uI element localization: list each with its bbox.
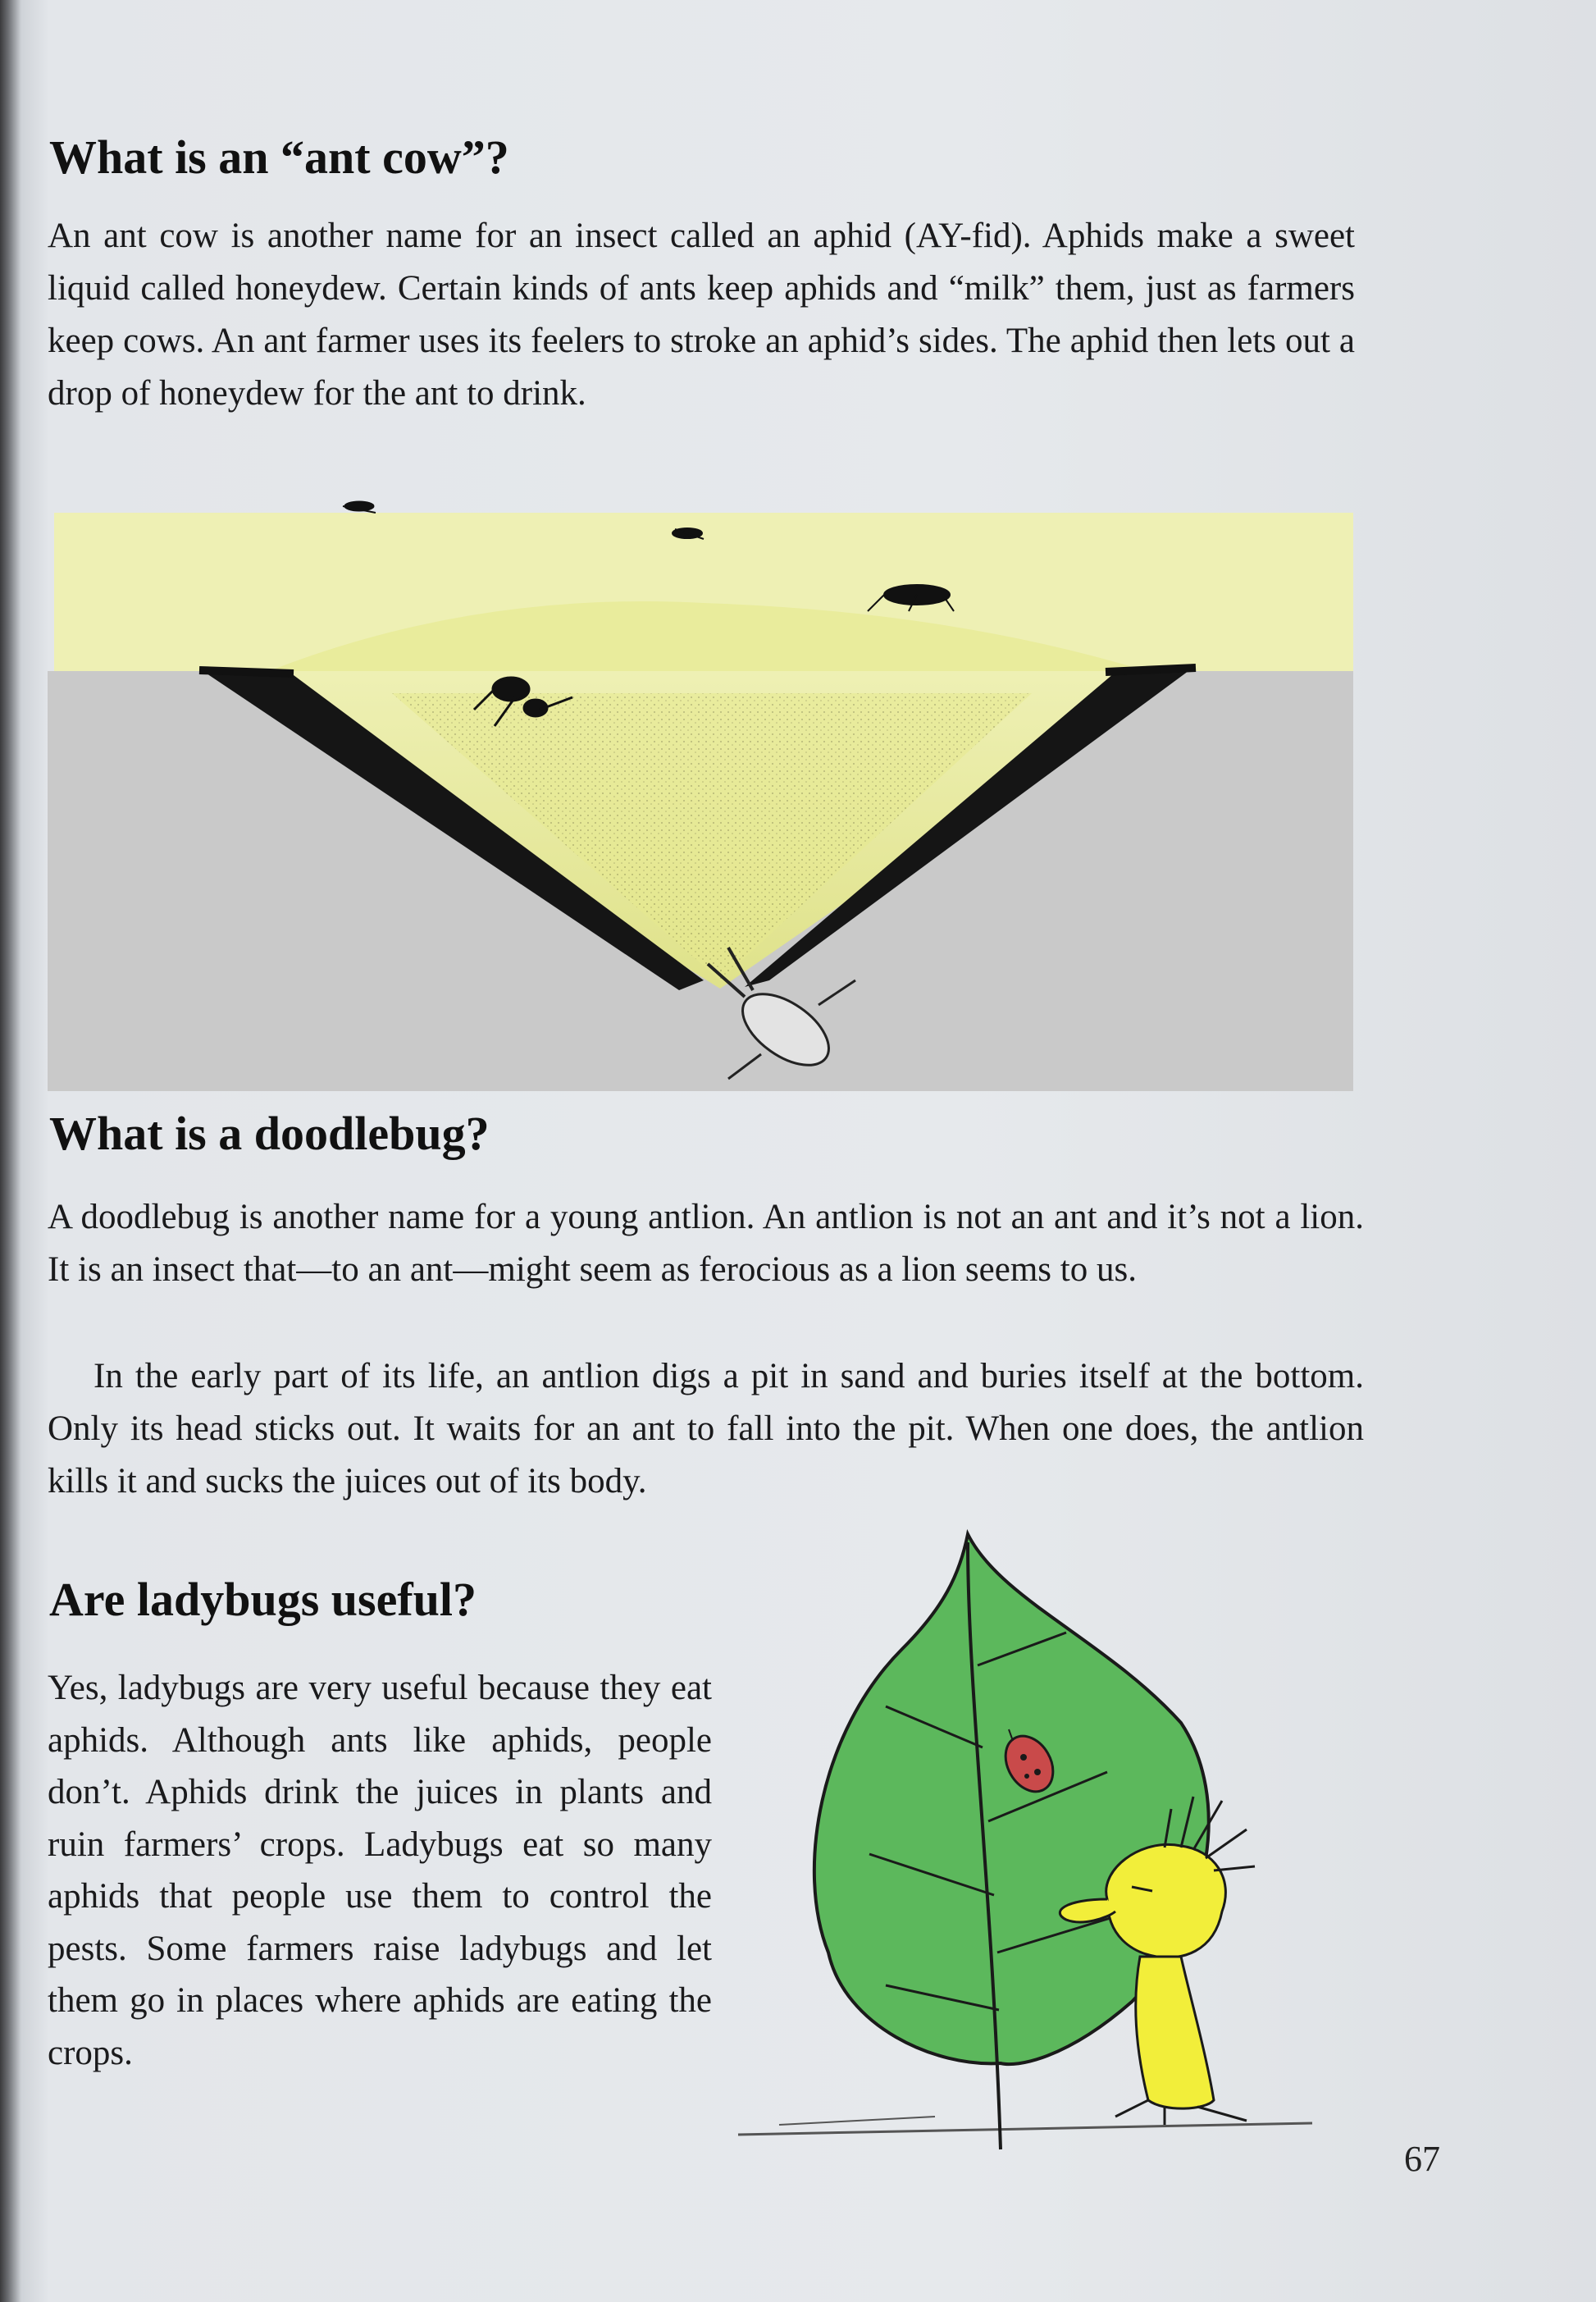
leaf-ladybug-bird-illustration (722, 1526, 1329, 2158)
paragraph-doodlebug-2: In the early part of its life, an antlion digs a pit in sand and buries itself at the bottom. Only its head sticks out. It waits for an ant to fall into the pit. When one does, the antlion kills it and sucks the juices out of its body. (48, 1357, 1364, 1500)
heading-ladybugs: Are ladybugs useful? (49, 1573, 477, 1626)
page-number: 67 (1404, 2139, 1440, 2179)
heading-doodlebug: What is a doodlebug? (49, 1107, 490, 1160)
paragraph-ladybugs: Yes, ladybugs are very useful because they eat aphids. Although ants like aphids, people don’t. Aphids drink the juices in plants and ruin farmers’ crops. Ladybugs eat so many aphids that people use them to control the pests. Some farmers raise ladybugs and let them go in places where aphids are eating the crops. (48, 1669, 712, 2072)
paragraph-ant-cow: An ant cow is another name for an insect called an aphid (AY-fid). Aphids make a sweet liquid called honeydew. Certain kinds of ants keep aphids and “milk” them, just as farmers keep cows. An ant farmer uses its feelers to stroke an aphid’s sides. The aphid then lets out a drop of honeydew for the ant to drink. (48, 217, 1355, 413)
paragraph-doodlebug: A doodlebug is another name for a young antlion. An antlion is not an ant and it’s not a lion. It is an insect that—to an ant—might seem as ferocious as a lion seems to us. (48, 1198, 1364, 1289)
heading-ant-cow: What is an “ant cow”? (49, 130, 509, 184)
ant-icon (343, 501, 376, 513)
antlion-pit-illustration (48, 488, 1353, 1091)
